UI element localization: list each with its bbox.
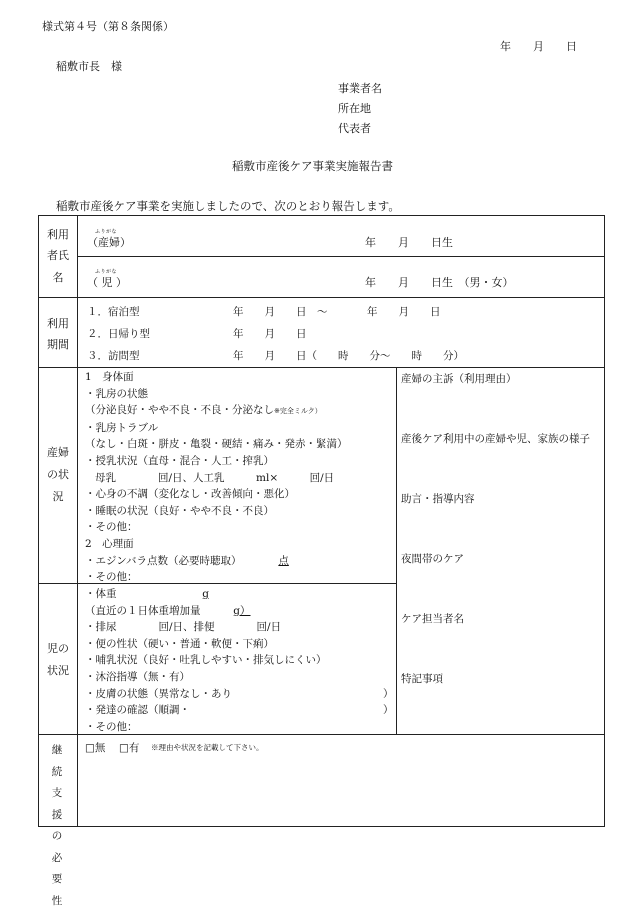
right-column-divider	[396, 367, 397, 734]
period-visit-date: 年 月 日（ 時 分～ 時 分）	[233, 350, 464, 362]
child-dob: 年 月 日生 （男・女）	[365, 276, 514, 289]
family-condition: 産後ケア利用中の産婦や児、家族の様子	[401, 433, 590, 445]
mother-dob: 年 月 日生	[365, 236, 453, 249]
advice-content: 助言・指導内容	[401, 493, 475, 505]
mother-status-list	[85, 369, 348, 586]
period-type-stay: １．宿泊型	[87, 306, 140, 318]
main-complaint: 産婦の主訴（利用理由）	[401, 373, 517, 385]
period-label: 利用期間	[47, 317, 69, 352]
breast-trouble-options: （なし・白斑・胼皮・亀裂・硬結・痛み・発赤・緊満）	[85, 438, 348, 451]
mother-psych-heading: 2 心理面	[85, 537, 134, 550]
addressee: 稲敷市長 様	[56, 60, 122, 73]
feeding-frequency: 母乳 回/日、人工乳 ml× 回/日	[95, 471, 335, 484]
night-care: 夜間帯のケア	[401, 553, 464, 565]
support-label: 継続支援の必要性	[51, 744, 65, 907]
nursing-status: ・哺乳状況（良好・吐乳しやすい・排気しにくい）	[85, 654, 327, 667]
urination-defecation: ・排尿 回/日、排便 回/日	[85, 621, 282, 634]
status-top-line	[39, 367, 605, 368]
child-label: （ 児 ）	[87, 276, 127, 289]
support-yes-checkbox[interactable]: □有	[119, 742, 140, 754]
mother-other-1: ・その他：	[85, 521, 138, 534]
breast-trouble: ・乳房トラブル	[85, 421, 159, 434]
child-furigana: ふりがな	[95, 269, 118, 275]
left-column-divider	[77, 216, 78, 827]
period-type-day: ２．日帰り型	[87, 328, 150, 340]
care-staff-name: ケア担当者名	[401, 613, 464, 625]
name-row-divider	[77, 256, 605, 257]
child-other: ・その他：	[85, 720, 138, 733]
sleep-status: ・睡眠の状況（良好・やや不良・不良）	[85, 504, 274, 517]
period-day-date: 年 月 日	[233, 328, 307, 340]
epds-score: ・エジンバラ点数（必要時聴取） 点	[85, 554, 289, 567]
support-note: ※理由や状況を記載して下さい。	[151, 743, 264, 752]
period-stay-end: 年 月 日	[367, 306, 441, 318]
mother-label: （産婦）	[87, 236, 131, 249]
mother-furigana: ふりがな	[95, 229, 118, 235]
stool-quality: ・便の性状（硬い・普通・軟便・下痢）	[85, 637, 274, 650]
child-status-label: 児の状況	[47, 642, 69, 677]
child-weight-gain: （直近の１日体重増加量 g）	[85, 604, 251, 617]
breast-condition: ・乳房の状態	[85, 387, 148, 400]
mother-other-2: ・その他：	[85, 571, 138, 584]
mental-physical: ・心身の不調（変化なし・改善傾向・悪化）	[85, 488, 295, 501]
period-type-visit: ３．訪問型	[87, 350, 140, 362]
period-stay-start: 年 月 日 ～	[233, 306, 328, 318]
user-name-label: 利用者氏名	[47, 228, 69, 284]
business-name-label: 事業者名	[338, 82, 382, 95]
page-title: 稲敷市産後ケア事業実施報告書	[232, 159, 393, 173]
report-form-table	[38, 215, 605, 907]
skin-condition: ・皮膚の状態（異常なし・あり ）	[85, 687, 394, 700]
child-weight: ・体重 g	[85, 588, 209, 600]
special-notes: 特記事項	[401, 673, 443, 685]
bathing-guidance: ・沐浴指導（無・有）	[85, 670, 190, 683]
child-status-list	[85, 586, 394, 735]
mother-physical-heading: 1 身体面	[85, 371, 134, 383]
address-label: 所在地	[338, 102, 371, 115]
breast-secretion: （分泌良好・やや不良・不良・分泌なし※完全ミルク）	[85, 404, 322, 417]
feeding-status: ・授乳状況（直母・混合・人工・搾乳）	[85, 454, 274, 467]
development-check: ・発達の確認（順調・ ）	[85, 704, 394, 717]
intro-text: 稲敷市産後ケア事業を実施しましたので、次のとおり報告します。	[56, 199, 400, 213]
support-none-checkbox[interactable]: □無	[85, 742, 106, 754]
period-top-line	[39, 297, 605, 298]
formula-note: ※完全ミルク）	[274, 407, 322, 416]
report-date: 年 月 日	[500, 40, 577, 53]
mother-status-label: 産婦の状況	[47, 446, 69, 503]
representative-label: 代表者	[338, 122, 371, 135]
form-number: 様式第４号（第８条関係）	[42, 20, 174, 33]
